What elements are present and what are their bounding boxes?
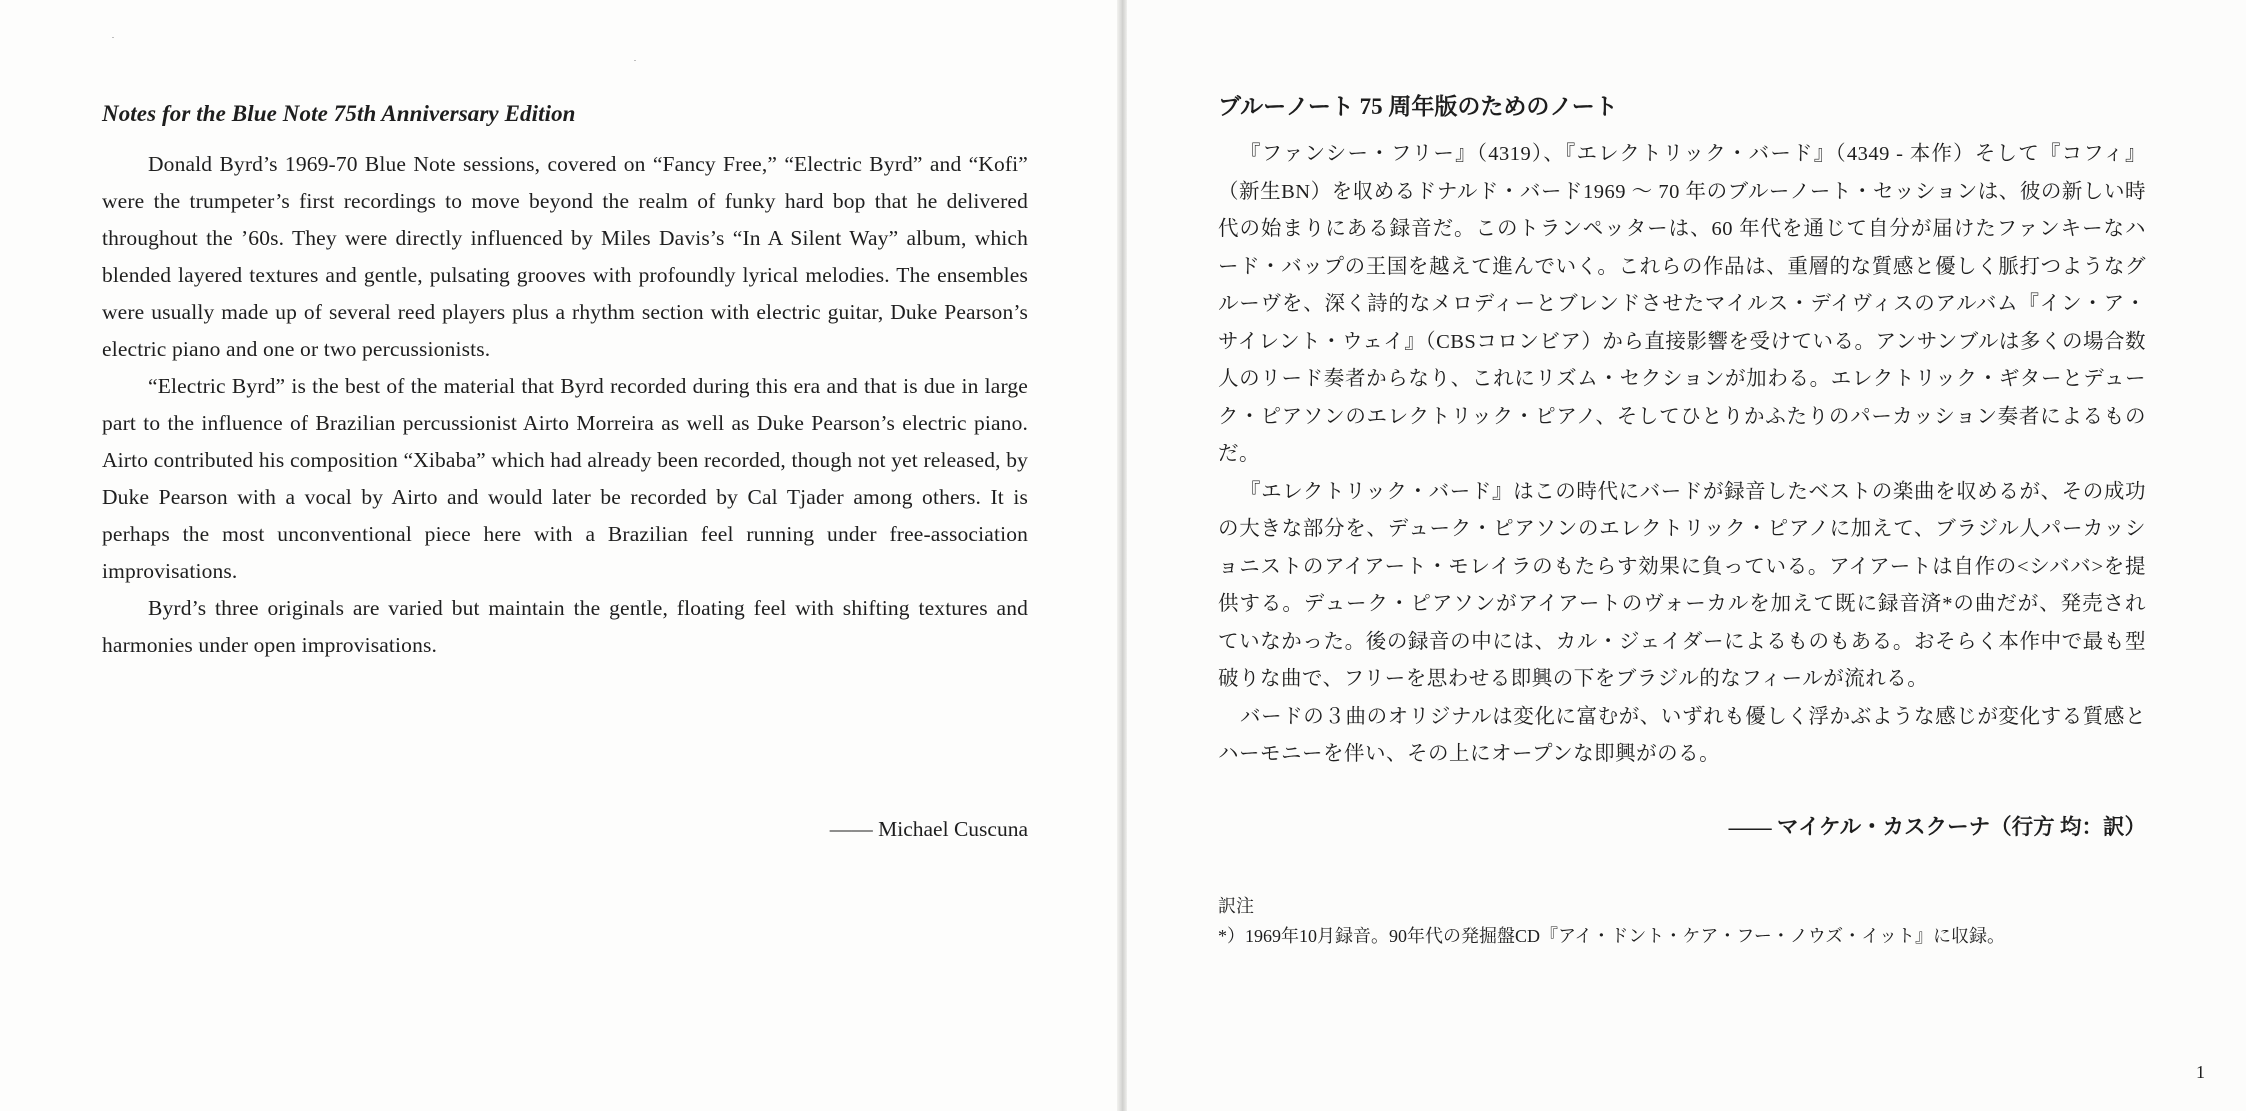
japanese-paragraph-2: 『エレクトリック・バード』はこの時代にバードが録音したベストの楽曲を収めるが、その成功の大きな部分を、デューク・ピアソンのエレクトリック・ピアノに加えて、ブラジル人パーカッショニストのアイアート・モレイラのもたらす効果に負っている。アイアートは自作の<シババ>を提供する。デューク・ピアソンがアイアートのヴォーカルを加えて既に録音済*の曲だが、発売されていなかった。後の録音の中には、カル・ジェイダーによるものもある。おそらく本作中で最も型破りな曲で、フリーを思わせる即興の下をブラジル的なフィールが流れる。	[1218, 480, 2146, 690]
english-paragraph-3: Byrd’s three originals are varied but maintain the gentle, floating feel with shifting textures and harmonies under open improvisations.	[102, 596, 1028, 657]
paper-speck	[634, 60, 636, 61]
book-spine	[1117, 0, 1127, 1111]
english-notes	[102, 98, 1028, 664]
paper-speck	[112, 37, 114, 38]
translator-note-text: *）1969年10月録音。90年代の発掘盤CD『アイ・ドント・ケア・フー・ノウズ・イット』に収録。	[1218, 926, 2005, 946]
english-signature: —— Michael Cuscuna	[829, 817, 1028, 841]
japanese-signature: —— マイケル・カスクーナ（行方 均：訳）	[1728, 815, 2146, 839]
page-number: 1	[2196, 1062, 2205, 1082]
japanese-paragraph-1: 『ファンシー・フリー』（4319）、『エレクトリック・バード』（4349 - 本作）そして『コフィ』（新生BN）を収めるドナルド・バード1969 〜 70 年のブルーノート・セッションは、彼の新しい時代の始まりにある録音だ。このトランペッターは、60 年代を通じて自分が届けたファンキーなハード・バップの王国を越えて進んでいく。これらの作品は、重層的な質感と優しく脈打つようなグルーヴを、深く詩的なメロディーとブレンドさせたマイルス・デイヴィスのアルバム『イン・ア・サイレント・ウェイ』（CBSコロンビア）から直接影響を受けている。アンサンブルは多くの場合数人のリード奏者からなり、これにリズム・セクションが加わる。エレクトリック・ギターとデューク・ピアソンのエレクトリック・ピアノ、そしてひとりかふたりのパーカッション奏者によるものだ。	[1218, 143, 2146, 465]
english-paragraph-1: Donald Byrd’s 1969-70 Blue Note sessions, covered on “Fancy Free,” “Electric Byrd” and “Kofi” were the trumpeter’s first recordings to move beyond the realm of funky hard bop that he delivered throughout the ’60s. They were directly influenced by Miles Davis’s “In A Silent Way” album, which blended layered textures and gentle, pulsating grooves with profoundly lyrical melodies. The ensembles were usually made up of several reed players plus a rhythm section with electric guitar, Duke Pearson’s electric piano and one or two percussionists.	[102, 152, 1028, 361]
japanese-paragraph-3: バードの３曲のオリジナルは変化に富むが、いずれも優しく浮かぶような感じが変化する質感とハーモニーを伴い、その上にオープンな即興がのる。	[1218, 705, 2146, 765]
translator-note-heading: 訳注	[1218, 896, 1254, 916]
japanese-notes-title: ブルーノート 75 周年版のためのノート	[1218, 94, 1618, 119]
japanese-notes	[1218, 90, 2146, 774]
english-notes-title: Notes for the Blue Note 75th Anniversary Edition	[102, 101, 576, 126]
english-paragraph-2: “Electric Byrd” is the best of the material that Byrd recorded during this era and that is due in large part to the influence of Brazilian percussionist Airto Morreira as well as Duke Pearson’s electric piano. Airto contributed his composition “Xibaba” which had already been recorded, though not yet released, by Duke Pearson with a vocal by Airto and would later be recorded by Cal Tjader among others. It is perhaps the most unconventional piece here with a Brazilian feel running under free-association improvisations.	[102, 374, 1028, 583]
translator-note	[1218, 891, 2146, 951]
